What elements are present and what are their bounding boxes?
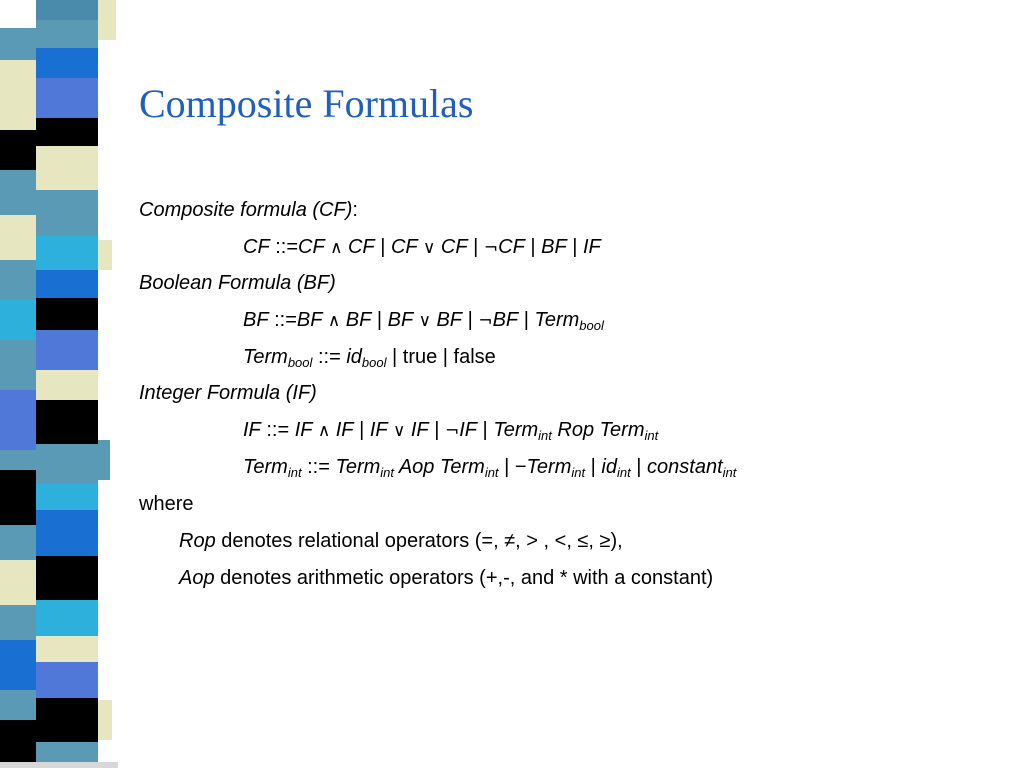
bar-block: [36, 698, 98, 742]
if-term-rule: [243, 455, 736, 479]
term-part: constant: [647, 456, 723, 478]
subscript: bool: [287, 355, 313, 370]
separator: |: [374, 236, 391, 258]
bar-block: [36, 146, 98, 190]
bf-rule-part: BF: [345, 309, 372, 331]
not-symbol: ¬: [483, 238, 499, 258]
separator: |: [518, 309, 535, 331]
bar-block: [0, 762, 118, 768]
bar-block: [36, 270, 98, 298]
cf-heading: [139, 198, 358, 222]
bar-block: [36, 0, 98, 20]
subscript: int: [287, 465, 302, 480]
cf-heading-text: Composite formula (CF): [139, 199, 353, 221]
separator: |: [477, 419, 494, 441]
cf-heading-colon: :: [352, 199, 358, 221]
bar-block: [0, 720, 36, 768]
cf-rule-def: ::=: [269, 236, 299, 258]
separator: |: [585, 456, 602, 478]
bar-block: [98, 240, 112, 270]
rop-line: [179, 529, 623, 553]
cf-rule-part: IF: [582, 236, 601, 258]
term-def: ::=: [301, 456, 336, 478]
separator: |: [524, 236, 542, 258]
bar-block: [36, 662, 98, 698]
if-rule: [243, 418, 658, 443]
and-symbol: ∧: [322, 311, 346, 331]
bar-block: [0, 560, 36, 605]
separator: |: [630, 456, 648, 478]
subscript: int: [484, 465, 499, 480]
or-symbol: ∨: [387, 421, 411, 441]
term-def: ::=: [312, 346, 347, 368]
if-rule-part: IF: [243, 419, 261, 441]
aop-text: denotes arithmetic operators (+,-, and * with a constant): [214, 567, 714, 589]
separator: |: [467, 236, 484, 258]
bar-block: [98, 700, 112, 740]
term-part: id: [346, 346, 362, 368]
cf-rule-part: CF: [440, 236, 468, 258]
if-rule-part: IF: [459, 419, 477, 441]
subscript: int: [538, 428, 552, 443]
bar-block: [36, 484, 98, 510]
bar-block: [98, 0, 118, 768]
term-part: Term: [243, 346, 288, 368]
rop-text: denotes relational operators (=, ≠, > , <, ≤, ≥),: [215, 530, 623, 552]
bar-block: [36, 370, 98, 400]
bf-rule: [243, 308, 604, 333]
or-symbol: ∨: [417, 238, 441, 258]
bar-block: [0, 130, 36, 170]
bar-block: [0, 0, 36, 28]
cf-rule-part: CF: [390, 236, 418, 258]
or-symbol: ∨: [413, 311, 437, 331]
term-part: Aop Term: [394, 456, 485, 478]
if-rule-part: IF: [369, 419, 388, 441]
separator: |: [428, 419, 445, 441]
bf-rule-part: BF: [436, 309, 463, 331]
bar-block: [36, 298, 98, 330]
minus-symbol: −: [514, 456, 527, 478]
bar-block: [36, 400, 98, 444]
bf-term-rule: [243, 345, 496, 369]
bf-rule-part: BF: [296, 309, 323, 331]
where-label: where: [139, 493, 194, 515]
subscript: int: [722, 465, 737, 480]
cf-rule-part: BF: [541, 236, 567, 258]
cf-rule-part: CF: [498, 236, 525, 258]
bar-block: [98, 0, 116, 40]
separator: |: [353, 419, 370, 441]
bar-block: [36, 78, 98, 118]
bf-rule-def: ::=: [268, 309, 297, 331]
bar-block: [0, 215, 36, 260]
cf-rule: [243, 235, 601, 260]
decorative-color-bar: [0, 0, 118, 768]
if-rule-def: ::=: [260, 419, 295, 441]
bar-block: [36, 236, 98, 270]
if-rule-part: IF: [410, 419, 429, 441]
slide-title: Composite Formulas: [139, 81, 474, 126]
bf-rule-part: BF: [243, 309, 269, 331]
not-symbol: ¬: [444, 421, 460, 441]
and-symbol: ∧: [312, 421, 336, 441]
subscript: int: [644, 428, 659, 443]
cf-rule-part: CF: [298, 236, 325, 258]
cf-rule-part: CF: [243, 236, 270, 258]
subscript: int: [571, 465, 586, 480]
bf-rule-part: BF: [492, 309, 519, 331]
bar-block: [36, 510, 98, 556]
term-part: Term: [526, 456, 572, 478]
if-rule-part: Rop Term: [551, 419, 645, 441]
subscript: bool: [361, 355, 387, 370]
bar-block: [36, 444, 98, 484]
cf-rule-part: CF: [347, 236, 375, 258]
rop-name: Rop: [179, 530, 216, 552]
subscript: int: [380, 465, 395, 480]
term-part: Term: [335, 456, 381, 478]
separator: |: [498, 456, 515, 478]
bar-block: [36, 20, 98, 48]
bar-block: [36, 190, 98, 236]
aop-line: [179, 566, 713, 590]
separator: |: [371, 309, 388, 331]
bar-block: [0, 390, 36, 450]
bar-block: [98, 440, 110, 480]
term-part: Term: [243, 456, 288, 478]
bar-block: [36, 636, 98, 662]
separator: |: [462, 309, 479, 331]
bf-rule-part: BF: [387, 309, 414, 331]
bf-heading: Boolean Formula (BF): [139, 272, 336, 294]
bar-block: [36, 556, 98, 600]
bar-block: [0, 60, 36, 130]
bar-block: [36, 600, 98, 636]
bar-block: [0, 300, 36, 340]
term-rest: | true | false: [386, 346, 496, 368]
subscript: int: [617, 465, 631, 480]
subscript: bool: [579, 318, 604, 333]
bar-block: [36, 330, 98, 370]
separator: |: [566, 236, 583, 258]
term-part: id: [601, 456, 617, 478]
if-rule-part: Term: [493, 419, 539, 441]
bar-block: [0, 470, 36, 525]
bar-block: [36, 48, 98, 78]
if-rule-part: IF: [294, 419, 313, 441]
bar-block: [36, 118, 98, 146]
not-symbol: ¬: [478, 311, 493, 331]
and-symbol: ∧: [324, 238, 348, 258]
if-heading: Integer Formula (IF): [139, 382, 317, 404]
bf-rule-part: Term: [534, 309, 580, 331]
if-rule-part: IF: [335, 419, 354, 441]
aop-name: Aop: [179, 567, 215, 589]
bar-block: [0, 640, 36, 690]
